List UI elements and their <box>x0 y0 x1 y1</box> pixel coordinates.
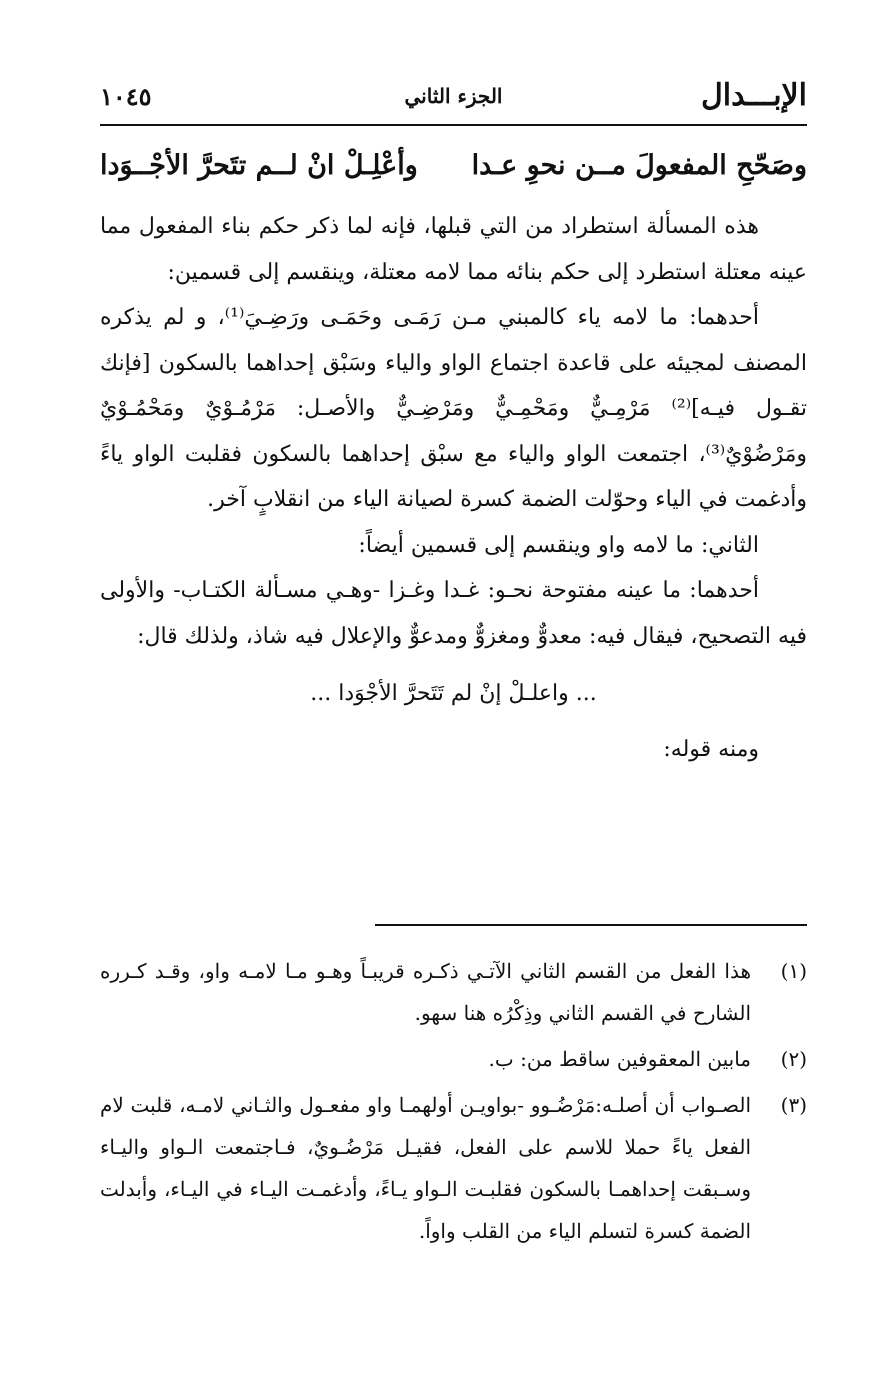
footnote-number: (٣) <box>780 1093 807 1117</box>
closing-line: ومنه قوله: <box>663 736 759 762</box>
footnote-3 <box>100 1084 807 1252</box>
paragraph-4: أحدهما: ما عينه مفتوحة نحـو: غـدا وغـزا -وهـي مسـألة الكتـاب- والأولى فيه التصحيح، فيقال فيه: معدوٌّ ومغزوٌّ ومدعوٌّ والإعلال فيه شاذ، ولذلك قال: <box>100 578 807 649</box>
footnote-2 <box>100 1038 807 1080</box>
chapter-title: الإبـــدال <box>700 78 807 113</box>
page-header <box>100 76 807 116</box>
paragraph-3: الثاني: ما لامه واو وينقسم إلى قسمين أيضاً: <box>358 532 759 558</box>
poem-verse <box>100 150 807 194</box>
verse-second-hemistich: وأعْلِـلْ انْ لــم تتَحرَّ الأجْــوَدا <box>100 150 418 181</box>
footnote-number: (٢) <box>780 1047 807 1071</box>
footnote-number: (١) <box>780 959 807 983</box>
page-number: ١٠٤٥ <box>100 82 152 111</box>
commentary-body <box>100 204 807 772</box>
verse-first-hemistich: وصَحّحِ المفعولَ مــن نحوِ عـدا <box>471 150 807 181</box>
footnote-text: الصـواب أن أصلـه:مَرْضُـوو -بواويـن أولهمـا واو مفعـول والثـاني لامـه، قلبت لام الفعل ياءً حملا للاسم على الفعل، فقيـل مَرْضُـويٌ، فـاجتمعت الـواو واليـاء وسـبقت إحداهمـا بالسكون فقلبـت الـواو يـاءً، وأدغمـت اليـاء في اليـاء، وأبدلت الضمة كسرة لتسلم الياء من القلب واواً. <box>100 1093 751 1243</box>
paragraph-1: هذه المسألة استطراد من التي قبلها، فإنه لما ذكر حكم بناء المفعول مما عينه معتلة استطرد إلى حكم بنائه مما لامه معتلة، وينقسم إلى قسمين: <box>100 214 807 285</box>
footnote-divider <box>375 924 807 926</box>
cited-verse: ... واعلـلْ إنْ لم تَتَحرَّ الأجْوَدا ... <box>310 681 597 706</box>
footnotes <box>100 950 807 1256</box>
header-divider <box>100 124 807 126</box>
footnote-text: مابين المعقوفين ساقط من: ب. <box>488 1047 751 1071</box>
footnote-text: هذا الفعل من القسم الثاني الآتـي ذكـره قريبـاً وهـو مـا لامـه واو، وقـد كـرره الشارح في القسم الثاني وذِكْرُه هنا سهو. <box>100 959 751 1025</box>
footnote-1 <box>100 950 807 1034</box>
paragraph-2: أحدهما: ما لامه ياء كالمبني مـن رَمَـى وحَمَـى ورَضِـيَ⁽¹⁾، و لم يذكره المصنف لمجيئه على قاعدة اجتماع الواو والياء وسَبْق إحداهما بالسكون [فإنك تقـول فيـه]⁽²⁾ مَرْمِـيٌّ ومَحْمِـيٌّ ومَرْضِـيٌّ والأصـل: مَرْمُـوْيٌ ومَحْمُـوْيٌ ومَرْضُوْيٌ⁽³⁾، اجتمعت الواو والياء مع سبْق إحداهما بالسكون فقلبت الواو ياءً وأدغمت في الياء وحوّلت الضمة كسرة لصيانة الياء من انقلابٍ آخر. <box>100 305 808 512</box>
part-title: الجزء الثاني <box>404 84 503 108</box>
